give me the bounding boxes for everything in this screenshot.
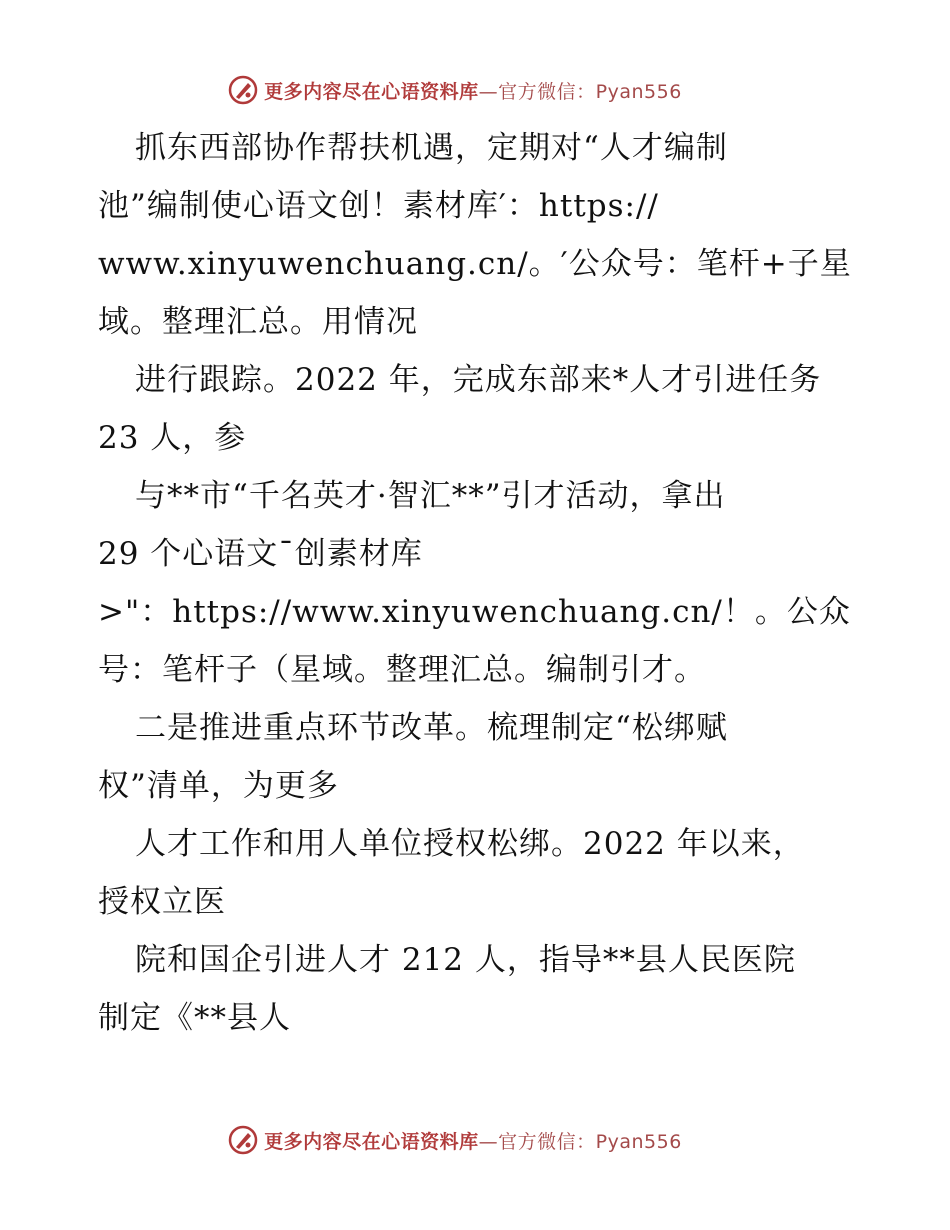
text-line: 制定《**县人	[98, 1000, 291, 1036]
text-line: 域。整理汇总。用情况	[98, 304, 418, 340]
text-line: 与**市“千名英才·智汇**”引才活动，拿出	[135, 478, 726, 514]
text-line: 抓东西部协作帮扶机遇，定期对“人才编制	[135, 130, 728, 166]
text-line: 号：笔杆子（星域。整理汇总。编制引才。	[98, 652, 706, 688]
header-watermark-text: 更多内容尽在心语资料库—官方微信：Pyan556	[264, 80, 682, 103]
text-line: 权”清单，为更多	[98, 768, 339, 804]
text-line: 人才工作和用人单位授权松绑。2022 年以来，	[135, 826, 805, 862]
text-line: 池”编制使心语文创！素材库′：https://	[98, 188, 659, 224]
footer-watermark	[0, 1120, 950, 1160]
text-line: 进行跟踪。2022 年，完成东部来*人才引进任务	[135, 362, 822, 398]
text-line: 院和国企引进人才 212 人，指导**县人民医院	[135, 942, 796, 978]
footer-watermark-text: 更多内容尽在心语资料库—官方微信：Pyan556	[264, 1130, 682, 1153]
text-line: 23 人，参	[98, 420, 247, 456]
text-line: 二是推进重点环节改革。梳理制定“松绑赋	[135, 710, 728, 746]
text-line: 29 个心语文¯创素材库	[98, 536, 423, 572]
text-line: 授权立医	[98, 884, 226, 920]
text-line: >"：https://www.xinyuwenchuang.cn/！。公众	[98, 594, 851, 630]
pen-logo-icon	[228, 1125, 258, 1155]
text-line: www.xinyuwenchuang.cn/。′公众号：笔杆+子星	[98, 246, 852, 282]
